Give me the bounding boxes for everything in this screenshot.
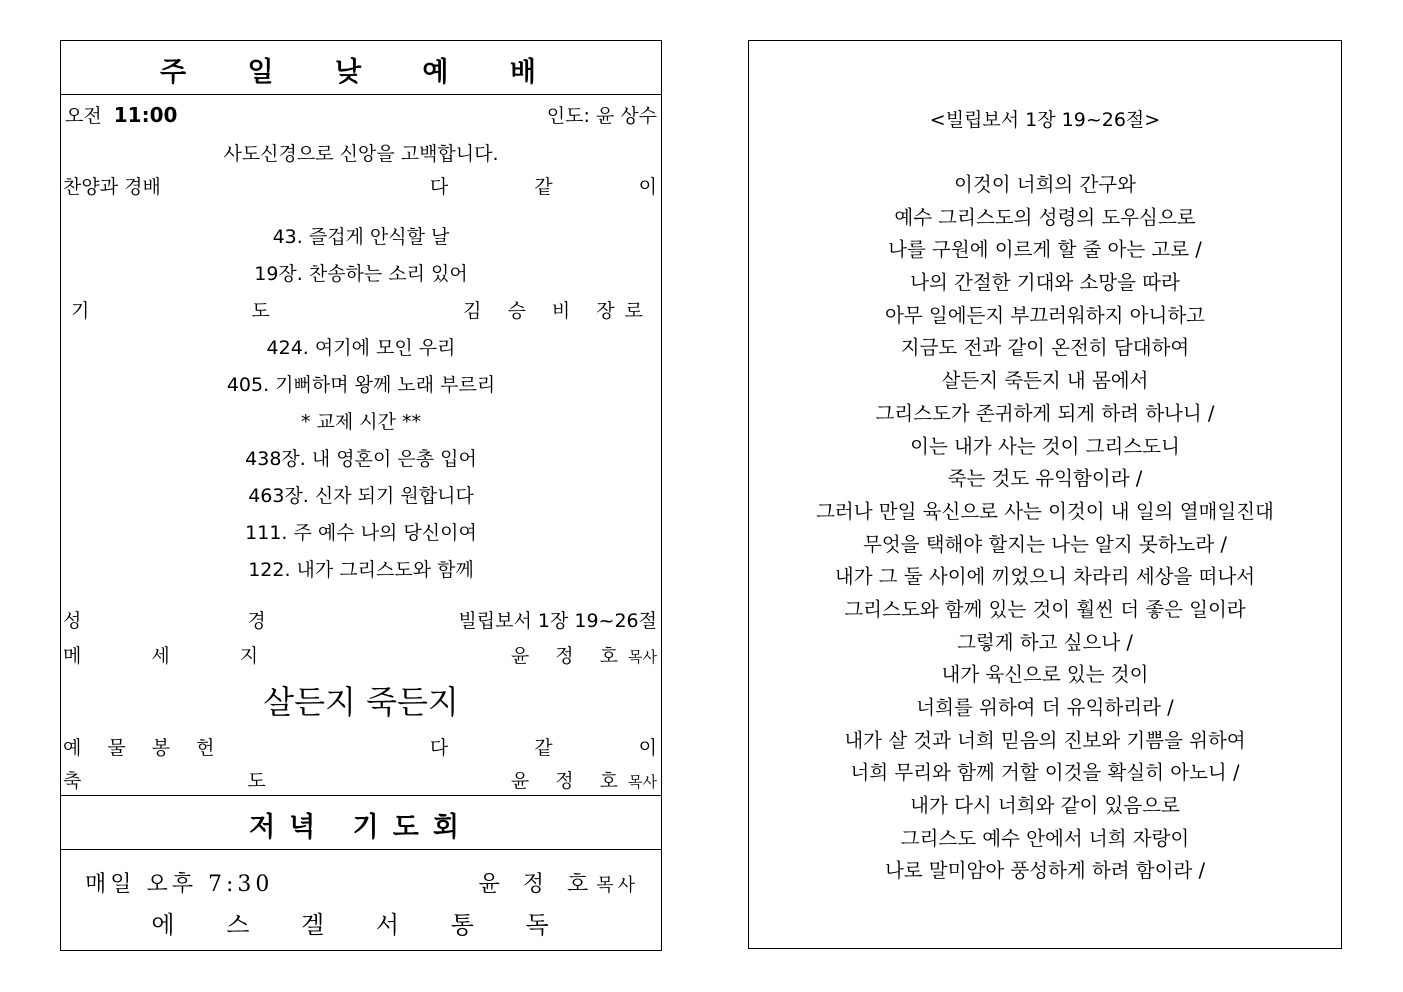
service-order-panel <box>60 40 697 951</box>
fellowship-time: * 교제 시간 ** <box>300 411 422 433</box>
benediction-label: 축 도 <box>63 770 346 792</box>
verse-line: 이는 내가 사는 것이 그리스도니 <box>910 434 1180 458</box>
preacher-title: 목사 <box>628 648 657 666</box>
prayer-label: 기 도 <box>71 300 348 322</box>
message-who <box>511 641 657 668</box>
verse-line: 이것이 너희의 간구와 <box>954 173 1136 196</box>
verse-line: 그리스도가 존귀하게 되게 하려 하나니 / <box>875 401 1215 425</box>
verse-line: 그렇게 하고 싶으나 / <box>957 630 1133 654</box>
scripture-panel <box>748 40 1342 949</box>
hymn-line: 122. 내가 그리스도와 함께 <box>248 559 474 581</box>
preacher-name: 윤 정 호 <box>510 645 629 667</box>
hymn-line: 43. 즐겁게 안식할 날 <box>272 226 450 248</box>
sermon-title: 살든지 죽든지 <box>263 683 459 721</box>
verse-line: 내가 육신으로 있는 것이 <box>941 663 1149 687</box>
hymn-line: 438장. 내 영혼이 은총 입어 <box>245 448 477 470</box>
time-label: 오전 <box>65 105 102 127</box>
evening-leader-title: 목사 <box>596 875 639 896</box>
benediction-name: 윤 정 호 <box>510 770 629 792</box>
verse-line: 그러나 만일 육신으로 사는 이것이 내 일의 열매일진대 <box>816 499 1274 523</box>
verse-line: 예수 그리스도의 성령의 도우심으로 <box>894 205 1196 229</box>
message-label: 메 세 지 <box>63 645 291 667</box>
benediction-who <box>511 766 657 793</box>
verse-line: 너희 무리와 함께 거할 이것을 확실히 아노니 / <box>850 761 1240 785</box>
verse-line: 나로 말미암아 풍성하게 하려 함이라 / <box>884 859 1206 883</box>
scripture-reference: <빌립보서 1장 19~26절> <box>929 109 1161 131</box>
evening-leader <box>478 867 639 898</box>
hymn-line: 111. 주 예수 나의 당신이여 <box>245 522 477 544</box>
service-time <box>65 101 177 128</box>
verse-line: 내가 살 것과 너희 믿음의 진보와 기쁨을 위하여 <box>844 728 1246 752</box>
praise-who: 다 같 이 <box>429 176 697 198</box>
hymn-line: 463장. 신자 되기 원합니다 <box>248 485 474 507</box>
scripture-verses <box>749 169 1341 888</box>
verse-line: 무엇을 택해야 할지는 나는 알지 못하노라 / <box>863 532 1227 556</box>
prayer-who: 김 승 비 장로 <box>463 300 653 322</box>
verse-line: 지금도 전과 같이 온전히 담대하여 <box>900 336 1190 360</box>
verse-line: 그리스도와 함께 있는 것이 훨씬 더 좋은 일이라 <box>844 597 1246 621</box>
benediction-title: 목사 <box>628 773 657 791</box>
praise-label: 찬양과 경배 <box>63 176 161 198</box>
time-value: 11:00 <box>113 103 178 127</box>
verse-line: 나의 간절한 기대와 소망을 따라 <box>910 271 1180 295</box>
verse-line: 너희를 위하여 더 유익하리라 / <box>916 696 1174 719</box>
title-divider <box>61 94 661 95</box>
morning-service-title: 주 일 낮 예 배 <box>159 57 562 88</box>
verse-line: 아무 일에든지 부끄러워하지 아니하고 <box>885 303 1205 327</box>
verse-line: 내가 다시 너희와 같이 있음으로 <box>910 794 1180 818</box>
evening-schedule: 매일 오후 7:30 <box>85 872 274 897</box>
hymn-line: 19장. 찬송하는 소리 있어 <box>254 263 468 285</box>
offering-label: 예 물 봉 헌 <box>63 737 225 759</box>
scripture-ref: 빌립보서 1장 19~26절 <box>458 610 657 632</box>
verse-line: 죽는 것도 유익함이라 / <box>947 467 1143 491</box>
scripture-label: 성 경 <box>63 610 346 632</box>
creed-line: 사도신경으로 신앙을 고백합니다. <box>223 143 499 165</box>
verse-line: 그리스도 예수 안에서 너희 자랑이 <box>900 826 1190 850</box>
hymn-line: 424. 여기에 모인 우리 <box>266 337 456 359</box>
verse-line: 나를 구원에 이르게 할 줄 아는 고로 / <box>888 238 1202 262</box>
evening-service-title: 저녁 기도회 <box>249 812 473 843</box>
hymn-line: 405. 기뻐하며 왕께 노래 부르리 <box>226 374 496 396</box>
evening-leader-name: 윤 정 호 <box>478 872 597 897</box>
section-divider <box>61 795 661 796</box>
service-leader: 인도: 윤 상수 <box>546 105 657 127</box>
verse-line: 살든지 죽든지 내 몸에서 <box>941 369 1149 393</box>
offering-who: 다 같 이 <box>429 737 697 759</box>
bible-reading: 에 스 겔 서 통 독 <box>151 911 571 939</box>
evening-divider <box>61 849 661 850</box>
verse-line: 내가 그 둘 사이에 끼었으니 차라리 세상을 떠나서 <box>834 565 1256 589</box>
